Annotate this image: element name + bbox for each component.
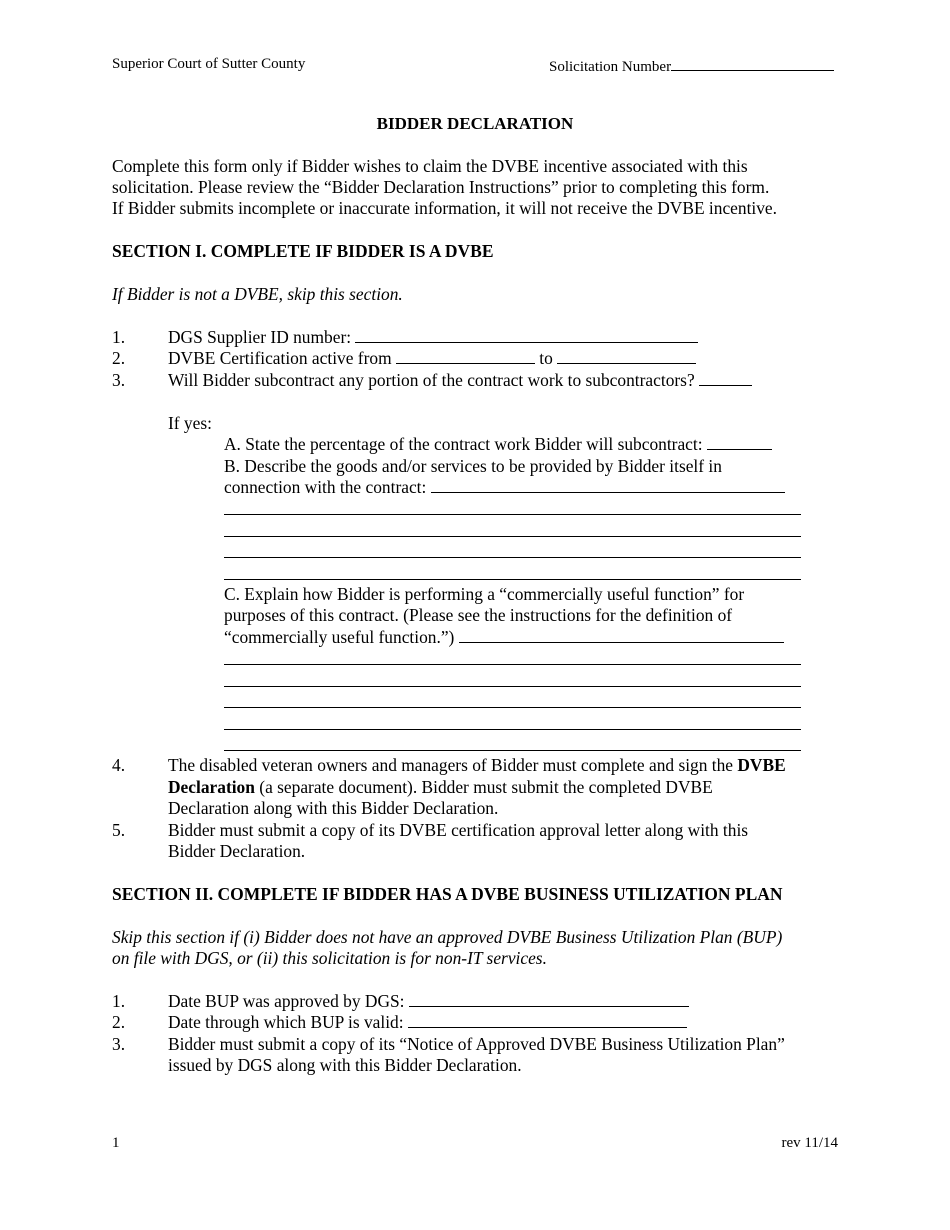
bup-valid-date-blank[interactable] xyxy=(408,1013,687,1028)
subcontract-percentage-label: A. State the percentage of the contract work Bidder will subcontract: xyxy=(224,434,707,454)
s2-item-3-number: 3. xyxy=(112,1034,126,1054)
intro-line-3: If Bidder submits incomplete or inaccurate information, it will not receive the DVBE incentive. xyxy=(112,198,777,218)
item-4-line-2 xyxy=(168,777,713,798)
subcontract-percentage-field[interactable] xyxy=(224,434,772,455)
section-2-skip-note-line-1: Skip this section if (i) Bidder does not have an approved DVBE Business Utilization Plan (BUP) xyxy=(112,927,783,947)
bup-valid-date-field[interactable] xyxy=(168,1012,687,1033)
bup-approved-date-blank[interactable] xyxy=(409,992,689,1007)
s2-item-1-number: 1. xyxy=(112,991,126,1011)
useful-function-line-3: “commercially useful function.”) xyxy=(224,627,459,647)
section-1-heading: SECTION I. COMPLETE IF BIDDER IS A DVBE xyxy=(112,241,494,261)
subcontract-answer-blank[interactable] xyxy=(699,371,752,386)
item-1-number: 1. xyxy=(112,327,126,347)
bup-approved-date-field[interactable] xyxy=(168,991,689,1012)
certification-to-label: to xyxy=(534,348,558,368)
certification-dates-field[interactable] xyxy=(168,348,696,369)
intro-line-1: Complete this form only if Bidder wishes to claim the DVBE incentive associated with this xyxy=(112,156,748,176)
if-yes-label: If yes: xyxy=(168,413,212,433)
goods-services-line-2: connection with the contract: xyxy=(224,477,431,497)
item-5-line-1: Bidder must submit a copy of its DVBE certification approval letter along with this xyxy=(168,820,749,840)
item-3-number: 3. xyxy=(112,370,126,390)
useful-function-blank-line[interactable] xyxy=(224,686,801,687)
solicitation-number-label: Solicitation Number xyxy=(549,59,672,75)
item-2-number: 2. xyxy=(112,348,126,368)
goods-services-blank-line[interactable] xyxy=(224,514,801,515)
subcontract-percentage-blank[interactable] xyxy=(707,435,772,450)
s2-item-3-line-2: issued by DGS along with this Bidder Declaration. xyxy=(168,1055,522,1075)
item-4-line-1-bold: DVBE xyxy=(737,755,786,775)
solicitation-number-blank[interactable] xyxy=(671,56,834,71)
useful-function-line-1: C. Explain how Bidder is performing a “commercially useful function” for xyxy=(224,584,745,604)
goods-services-blank-line[interactable] xyxy=(224,579,801,580)
certification-to-blank[interactable] xyxy=(557,349,696,364)
revision-label: rev 11/14 xyxy=(781,1135,838,1151)
s2-item-3-line-1: Bidder must submit a copy of its “Notice of Approved DVBE Business Utilization Plan” xyxy=(168,1034,785,1054)
court-name: Superior Court of Sutter County xyxy=(112,56,306,72)
goods-services-blank-line[interactable] xyxy=(224,557,801,558)
certification-label: DVBE Certification active from xyxy=(168,348,396,368)
item-4-number: 4. xyxy=(112,755,126,775)
bup-valid-label: Date through which BUP is valid: xyxy=(168,1012,408,1032)
supplier-id-label: DGS Supplier ID number: xyxy=(168,327,356,347)
section-2-heading: SECTION II. COMPLETE IF BIDDER HAS A DVBE BUSINESS UTILIZATION PLAN xyxy=(112,884,783,904)
goods-services-line-1: B. Describe the goods and/or services to be provided by Bidder itself in xyxy=(224,456,722,476)
goods-services-blank-line[interactable] xyxy=(224,536,801,537)
bup-approved-label: Date BUP was approved by DGS: xyxy=(168,991,409,1011)
subcontract-label: Will Bidder subcontract any portion of the contract work to subcontractors? xyxy=(168,370,700,390)
certification-from-blank[interactable] xyxy=(396,349,535,364)
intro-line-2: solicitation. Please review the “Bidder Declaration Instructions” prior to completing this form. xyxy=(112,177,770,197)
useful-function-blank-line[interactable] xyxy=(224,707,801,708)
item-5-line-2: Bidder Declaration. xyxy=(168,841,306,861)
supplier-id-field[interactable] xyxy=(168,327,698,348)
supplier-id-blank[interactable] xyxy=(355,328,698,343)
page-number: 1 xyxy=(112,1135,120,1151)
useful-function-blank-line[interactable] xyxy=(224,729,801,730)
item-5-number: 5. xyxy=(112,820,126,840)
section-1-skip-note: If Bidder is not a DVBE, skip this section. xyxy=(112,284,403,304)
item-4-line-2-bold: Declaration xyxy=(168,777,255,797)
solicitation-number-field[interactable] xyxy=(549,56,834,76)
goods-services-field[interactable] xyxy=(224,477,785,498)
useful-function-blank[interactable] xyxy=(459,628,784,643)
s2-item-2-number: 2. xyxy=(112,1012,126,1032)
useful-function-field[interactable] xyxy=(224,627,784,648)
item-4-line-1 xyxy=(168,755,786,776)
item-4-line-3: Declaration along with this Bidder Declaration. xyxy=(168,798,499,818)
goods-services-blank[interactable] xyxy=(431,478,785,493)
useful-function-line-2: purposes of this contract. (Please see the instructions for the definition of xyxy=(224,605,733,625)
item-4-line-1-text: The disabled veteran owners and managers of Bidder must complete and sign the xyxy=(168,755,738,775)
useful-function-blank-line[interactable] xyxy=(224,664,801,665)
item-4-line-2-text: (a separate document). Bidder must submit the completed DVBE xyxy=(254,777,713,797)
section-2-skip-note-line-2: on file with DGS, or (ii) this solicitation is for non-IT services. xyxy=(112,948,547,968)
subcontract-question[interactable] xyxy=(168,370,752,391)
useful-function-blank-line[interactable] xyxy=(224,750,801,751)
page-title: BIDDER DECLARATION xyxy=(376,114,574,133)
